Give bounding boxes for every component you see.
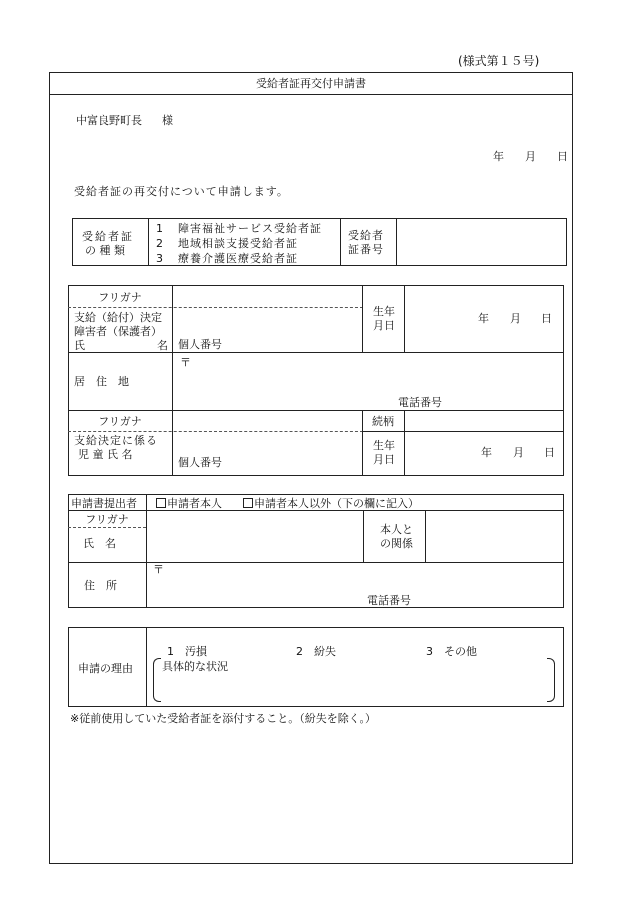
checkbox-self[interactable] [156, 498, 166, 508]
applicant-birth-month: 月 [510, 312, 521, 325]
date-day: 日 [557, 150, 568, 163]
cert-number-field[interactable] [398, 220, 565, 264]
child-birth-label-2: 月日 [373, 453, 395, 466]
residence-field[interactable] [174, 370, 560, 392]
child-name-label-2: 児 童 氏 名 [78, 448, 133, 461]
residence-phone: 電話番号 [398, 396, 442, 409]
submitter-name-field[interactable] [148, 512, 360, 560]
submitter-address-field[interactable] [148, 577, 560, 593]
cert-number-label-2: 証番号 [348, 243, 384, 256]
cert-number-label-1: 受給者 [348, 229, 384, 242]
submitter-option-other[interactable] [243, 497, 419, 510]
applicant-birth-label-1: 生年 [373, 305, 395, 318]
right-bracket [547, 658, 555, 702]
date-year: 年 [493, 150, 504, 163]
child-personal-number: 個人番号 [178, 456, 222, 469]
applicant-name-label-3a: 氏 [74, 339, 85, 352]
reason-option-1-num: 1 [167, 645, 174, 658]
form-title: 受給者証再交付申請書 [256, 77, 366, 90]
title-divider [49, 94, 573, 95]
applicant-birth-year: 年 [478, 312, 489, 325]
reason-option-3-num: 3 [426, 645, 433, 658]
submitter-postal-mark: 〒 [153, 563, 164, 576]
form-number: (様式第１５号) [458, 54, 540, 68]
intro-text: 受給者証の再交付について申請します。 [74, 185, 289, 198]
submitter-relation-label-2: の関係 [380, 537, 413, 550]
child-birth-label-1: 生年 [373, 439, 395, 452]
checkbox-other[interactable] [243, 498, 253, 508]
left-bracket [153, 658, 161, 702]
addressee: 中富良野町長 [76, 114, 142, 127]
child-name-label-1: 支給決定に係る [74, 434, 158, 447]
reason-option-3[interactable]: その他 [444, 645, 477, 658]
option-self-label: 申請者本人 [167, 497, 222, 510]
reason-option-1[interactable]: 汚損 [185, 645, 207, 658]
applicant-name-field[interactable] [174, 309, 360, 337]
option-other-label: 申請者本人以外（下の欄に記入） [254, 497, 419, 510]
cert-type-label-1: 受給者証 [82, 230, 134, 243]
residence-postal-mark: 〒 [180, 356, 191, 369]
child-furigana-label: フリガナ [98, 415, 142, 428]
submitter-name-label: 氏 名 [83, 537, 116, 550]
child-birth-month: 月 [513, 446, 524, 459]
cert-type-label-2: の 種 類 [85, 244, 125, 257]
applicant-furigana-label: フリガナ [98, 291, 142, 304]
date-month: 月 [525, 150, 536, 163]
cert-option-3-num: 3 [156, 252, 163, 265]
applicant-personal-number: 個人番号 [178, 338, 222, 351]
submitter-relation-field[interactable] [427, 512, 562, 560]
child-birth-year: 年 [481, 446, 492, 459]
submitter-relation-label-1: 本人と [380, 523, 413, 536]
applicant-name-label-2: 障害者（保護者） [74, 325, 162, 338]
honorific: 様 [162, 114, 173, 127]
attachment-note: ※従前使用していた受給者証を添付すること。（紛失を除く。） [70, 712, 376, 725]
submitter-furigana-label: フリガナ [85, 513, 129, 526]
reason-option-2-num: 2 [296, 645, 303, 658]
cert-option-1: 障害福祉サービス受給者証 [178, 222, 322, 235]
applicant-furigana-field[interactable] [174, 287, 360, 305]
relation-label: 続柄 [372, 415, 394, 428]
submitter-address-label: 住 所 [84, 579, 117, 592]
cert-option-1-num: 1 [156, 222, 163, 235]
submitter-phone: 電話番号 [367, 594, 411, 607]
submitter-option-self[interactable] [156, 497, 222, 510]
cert-option-2-num: 2 [156, 237, 163, 250]
applicant-name-label-3b: 名 [157, 339, 168, 352]
residence-label: 居 住 地 [74, 375, 129, 388]
reason-detail-field[interactable] [162, 676, 544, 700]
applicant-birth-day: 日 [541, 312, 552, 325]
applicant-name-label-1: 支給（給付）決定 [74, 311, 162, 324]
cert-option-2: 地域相談支援受給者証 [178, 237, 298, 250]
reason-label: 申請の理由 [78, 662, 133, 675]
submitter-label: 申請書提出者 [71, 497, 137, 510]
reason-detail-label: 具体的な状況 [162, 660, 228, 673]
applicant-birth-label-2: 月日 [373, 319, 395, 332]
child-name-field[interactable] [174, 433, 360, 453]
reason-option-2[interactable]: 紛失 [314, 645, 336, 658]
child-birth-day: 日 [544, 446, 555, 459]
cert-option-3: 療養介護医療受給者証 [178, 252, 298, 265]
